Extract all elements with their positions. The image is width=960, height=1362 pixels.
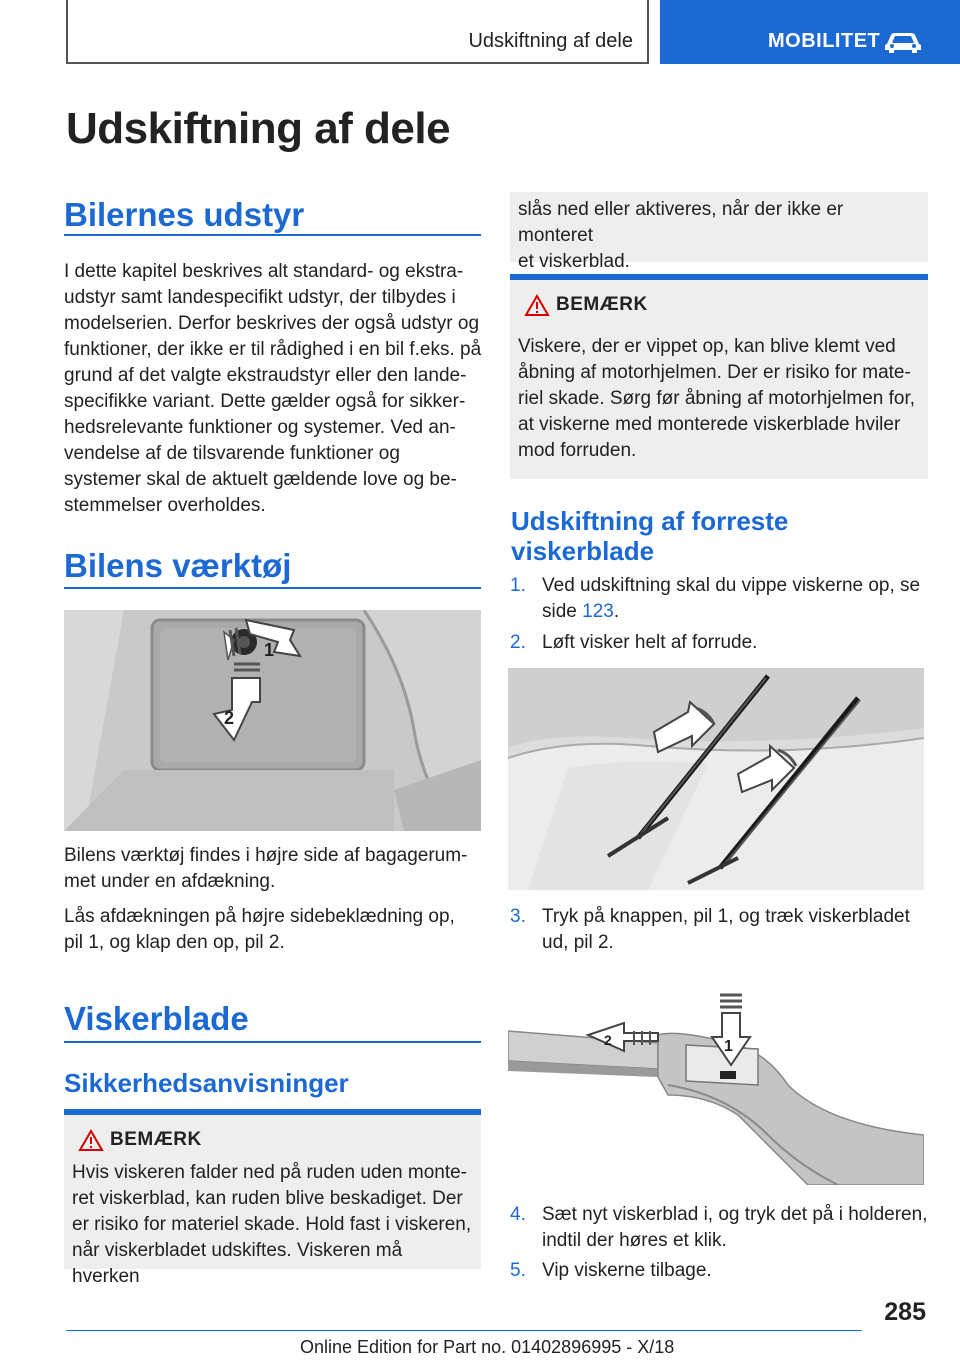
notice-box-2 bbox=[510, 274, 928, 479]
wiper-lift-figure bbox=[508, 668, 924, 890]
footer-rule bbox=[66, 1330, 862, 1331]
footer-edition-text: Online Edition for Part no. 01402896995 - X/18 bbox=[300, 1337, 675, 1357]
heading-rule bbox=[64, 587, 481, 589]
figure-label: 2 bbox=[604, 1032, 612, 1048]
wiper-release-figure bbox=[508, 985, 924, 1185]
header-section-title: Udskiftning af dele bbox=[468, 30, 633, 52]
figure-label: 2 bbox=[224, 708, 235, 728]
heading-rule bbox=[64, 234, 481, 236]
step-item: 5. Vip viskerne tilbage. bbox=[510, 1260, 712, 1281]
heading-safety: Sikkerhedsanvisninger bbox=[64, 1068, 349, 1098]
notice-heading: BEMÆRK bbox=[110, 1129, 202, 1150]
header-tab-label: MOBILITET bbox=[768, 30, 881, 52]
toolkit-paragraph-1: Bilens værktøj findes i højre side af bagagerum- met under en afdækning. bbox=[64, 845, 468, 892]
heading-rule bbox=[64, 1041, 481, 1043]
equipment-paragraph: I dette kapitel beskrives alt standard- og ekstra- udstyr samt landespecifikt udstyr, der tilbydes i modelserien. Derfor beskrives der også udstyr og funktioner, der ikke er til rådighed i en bil f.eks. på grund af det valgte ekstraudstyr eller den lande- specifikke variant. Dette gælder også for sikker- hedsrelevante funktioner og systemer. Ved an- vendelse af de tilsvarende funktioner og systemer skal de aktuelt gældende love og be- stemmelser overholdes. bbox=[64, 261, 482, 516]
notice-continued-text: slås ned eller aktiveres, når der ikke er monteret et viskerblad. bbox=[518, 199, 844, 272]
notice-bar bbox=[64, 1109, 481, 1115]
heading-front-wipers: Udskiftning af forreste viskerblade bbox=[511, 506, 789, 566]
warning-icon bbox=[78, 1129, 104, 1152]
page-title: Udskiftning af dele bbox=[66, 104, 451, 153]
step-item: 4. Sæt nyt viskerblad i, og tryk det på i holderen, indtil der høres et klik. bbox=[510, 1204, 928, 1251]
notice-bar bbox=[510, 274, 928, 280]
notice-text: Hvis viskeren falder ned på ruden uden monte- ret viskerblad, kan ruden blive beskadiget. Der er risiko for materiel skade. Hold fast i viskeren, når viskerbladet udskiftes. Viskeren må hverken bbox=[72, 1162, 472, 1287]
heading-equipment: Bilernes udstyr bbox=[64, 196, 305, 233]
notice-continued-box bbox=[510, 192, 928, 272]
notice-text: Viskere, der er vippet op, kan blive klemt ved åbning af motorhjelmen. Der er risiko for mate- riel skade. Sørg før åbning af motorhjelmen for, at viskerne med monterede viskerblade hviler mod forruden. bbox=[518, 336, 916, 461]
warning-icon bbox=[524, 294, 550, 317]
step-item: 3. Tryk på knappen, pil 1, og træk viskerbladet ud, pil 2. bbox=[510, 906, 910, 953]
toolkit-paragraph-2: Lås afdækningen på højre sidebeklædning op, pil 1, og klap den op, pil 2. bbox=[64, 906, 455, 953]
page-number: 285 bbox=[884, 1298, 926, 1326]
step-item: 1. Ved udskiftning skal du vippe viskerne op, se side 123. bbox=[510, 575, 921, 622]
header-tab-mobilitet[interactable] bbox=[660, 0, 960, 64]
figure-label: 1 bbox=[724, 1038, 733, 1055]
heading-toolkit: Bilens værktøj bbox=[64, 547, 292, 584]
notice-box bbox=[64, 1109, 481, 1287]
toolkit-figure bbox=[64, 610, 481, 831]
car-icon bbox=[883, 30, 923, 54]
figure-label: 1 bbox=[264, 640, 275, 660]
page-link[interactable]: 123 bbox=[582, 601, 614, 622]
notice-heading: BEMÆRK bbox=[556, 294, 648, 315]
step-item: 2. Løft visker helt af forrude. bbox=[510, 632, 758, 653]
heading-wipers: Viskerblade bbox=[64, 1000, 249, 1037]
header-section-box bbox=[66, 0, 649, 64]
